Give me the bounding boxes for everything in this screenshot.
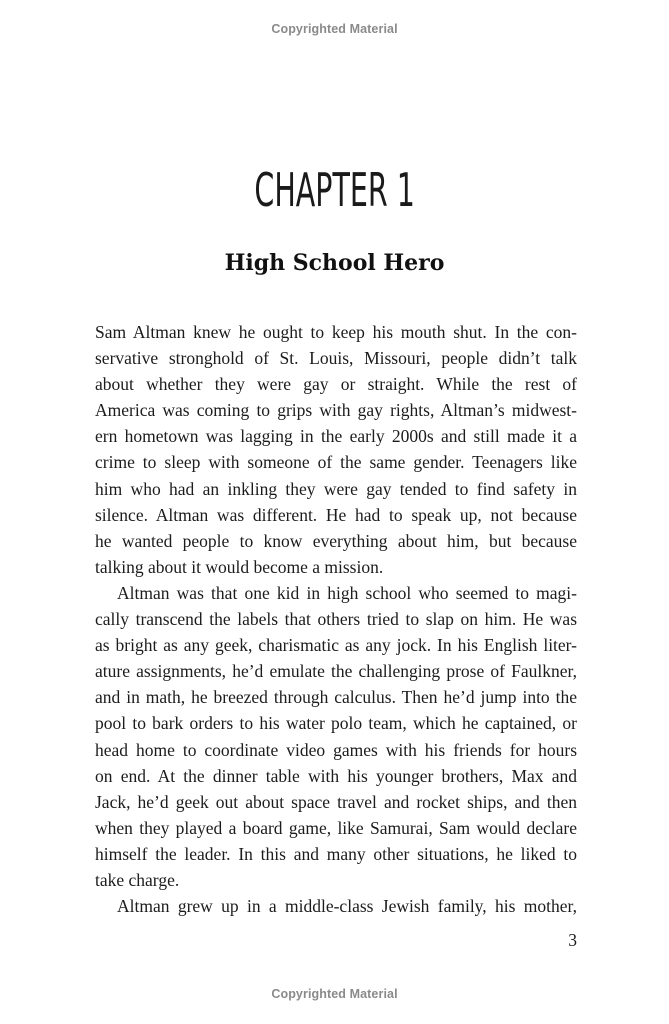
text-line: silence. Altman was different. He had to speak up, not because [95, 504, 577, 525]
text-line: Altman grew up in a middle-class Jewish family, his mother, [117, 896, 577, 917]
page-number: 3 [568, 930, 577, 950]
text-line: servative stronghold of St. Louis, Missouri, people didn’t talk [95, 348, 577, 369]
copyright-notice-bottom: Copyrighted Material [271, 987, 398, 1001]
text-line: ern hometown was lagging in the early 2000s and still made it a [95, 426, 577, 447]
text-line: head home to coordinate video games with his friends for hours [95, 739, 577, 760]
paragraph-2 [95, 580, 577, 893]
chapter-heading: CHAPTER 1 [254, 163, 415, 217]
text-line: as bright as any geek, charismatic as any jock. In his English liter- [95, 635, 577, 656]
text-line: America was coming to grips with gay rights, Altman’s midwest- [95, 400, 577, 421]
text-line: him who had an inkling they were gay tended to find safety in [95, 478, 577, 499]
text-line: take charge. [95, 869, 180, 890]
text-line: Altman was that one kid in high school who seemed to magi- [117, 582, 577, 603]
text-line: talking about it would become a mission. [95, 556, 384, 577]
chapter-title: High School Hero [224, 250, 445, 276]
text-line: on end. At the dinner table with his younger brothers, Max and [95, 765, 577, 786]
text-line: he wanted people to know everything about him, but because [95, 530, 577, 551]
text-line: ature assignments, he’d emulate the challenging prose of Faulkner, [95, 661, 577, 682]
text-line: himself the leader. In this and many other situations, he liked to [95, 843, 577, 864]
text-line: crime to sleep with someone of the same gender. Teenagers like [95, 452, 577, 473]
body-text [95, 319, 577, 919]
text-line: Jack, he’d geek out about space travel and rocket ships, and then [95, 791, 577, 812]
text-line: about whether they were gay or straight. While the rest of [95, 374, 577, 395]
text-line: cally transcend the labels that others tried to slap on him. He was [95, 609, 577, 630]
paragraph-1 [95, 319, 577, 580]
text-line: pool to bark orders to his water polo team, which he captained, or [95, 713, 577, 734]
text-line: Sam Altman knew he ought to keep his mouth shut. In the con- [95, 322, 577, 342]
paragraph-3 [95, 893, 577, 919]
text-line: and in math, he breezed through calculus. Then he’d jump into the [95, 687, 577, 708]
text-line: when they played a board game, like Samurai, Sam would declare [95, 817, 577, 838]
copyright-notice-top: Copyrighted Material [271, 22, 398, 36]
